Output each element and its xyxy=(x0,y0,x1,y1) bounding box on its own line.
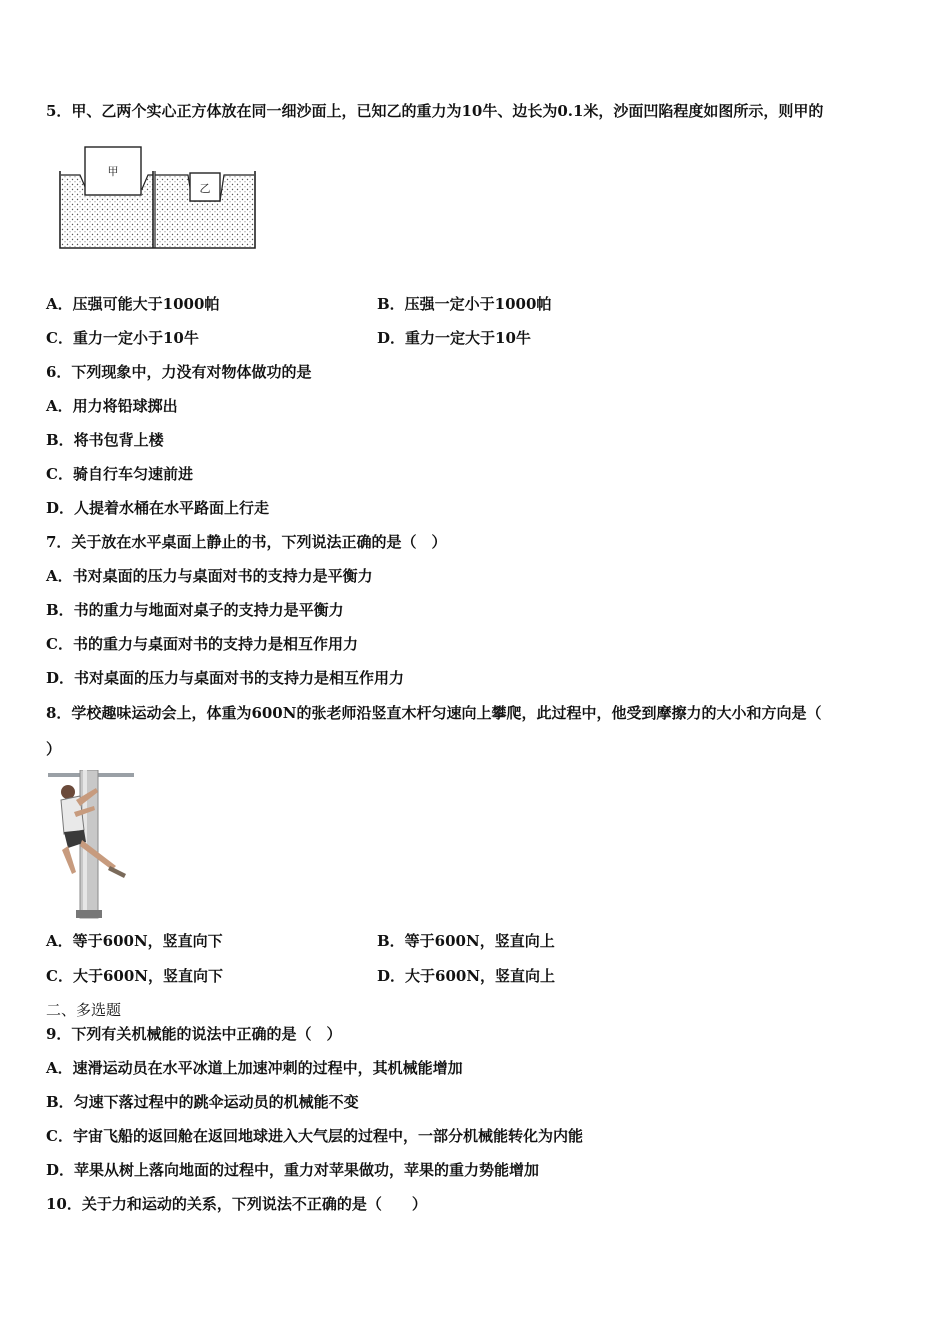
q7-option-a[interactable]: A．书对桌面的压力与桌面对书的支持力是平衡力 xyxy=(46,567,373,585)
q9-stem: 9．下列有关机械能的说法中正确的是（ ） xyxy=(46,1025,342,1043)
section-title-multiple-choice: 二、多选题 xyxy=(46,1001,122,1019)
q10-stem: 10．关于力和运动的关系，下列说法不正确的是（ ） xyxy=(46,1195,427,1213)
q8-stem-line1: 8．学校趣味运动会上，体重为600N的张老师沿竖直木杆匀速向上攀爬，此过程中，他受到摩擦力的大小和方向是（ xyxy=(46,704,822,722)
q9-option-b[interactable]: B．匀速下落过程中的跳伞运动员的机械能不变 xyxy=(46,1093,359,1111)
q5-stem: 5．甲、乙两个实心正方体放在同一细沙面上，已知乙的重力为10牛、边长为0.1米，沙面凹陷程度如图所示，则甲的 xyxy=(46,102,824,120)
q7-option-d[interactable]: D．书对桌面的压力与桌面对书的支持力是相互作用力 xyxy=(46,669,405,687)
q7-option-c[interactable]: C．书的重力与桌面对书的支持力是相互作用力 xyxy=(46,635,358,653)
climber-head xyxy=(61,785,75,799)
block-yi-label: 乙 xyxy=(199,182,211,195)
q8-option-c[interactable]: C．大于600N，竖直向下 xyxy=(46,967,223,985)
sand-depression-figure xyxy=(56,143,260,251)
q5-option-d[interactable]: D．重力一定大于10牛 xyxy=(377,329,531,347)
q8-stem-line2: ） xyxy=(46,740,62,758)
q7-option-b[interactable]: B．书的重力与地面对桌子的支持力是平衡力 xyxy=(46,601,344,619)
q8-option-d[interactable]: D．大于600N，竖直向上 xyxy=(377,967,556,985)
q9-option-d[interactable]: D．苹果从树上落向地面的过程中，重力对苹果做功，苹果的重力势能增加 xyxy=(46,1161,540,1179)
block-jia-label: 甲 xyxy=(107,165,119,178)
q6-option-c[interactable]: C．骑自行车匀速前进 xyxy=(46,465,193,483)
q6-option-a[interactable]: A．用力将铅球掷出 xyxy=(46,397,178,415)
q6-stem: 6．下列现象中，力没有对物体做功的是 xyxy=(46,363,312,381)
q9-option-c[interactable]: C．宇宙飞船的返回舱在返回地球进入大气层的过程中，一部分机械能转化为内能 xyxy=(46,1127,583,1145)
q7-stem: 7．关于放在水平桌面上静止的书，下列说法正确的是（ ） xyxy=(46,533,447,551)
pole-base xyxy=(76,910,102,918)
q6-option-b[interactable]: B．将书包背上楼 xyxy=(46,431,164,449)
q8-option-a[interactable]: A．等于600N，竖直向下 xyxy=(46,932,223,950)
q5-option-c[interactable]: C．重力一定小于10牛 xyxy=(46,329,199,347)
q5-option-a[interactable]: A．压强可能大于1000帕 xyxy=(46,295,220,313)
pole-climber-photo xyxy=(46,770,136,920)
q6-option-d[interactable]: D．人提着水桶在水平路面上行走 xyxy=(46,499,270,517)
q8-option-b[interactable]: B．等于600N，竖直向上 xyxy=(377,932,555,950)
q9-option-a[interactable]: A．速滑运动员在水平冰道上加速冲刺的过程中，其机械能增加 xyxy=(46,1059,463,1077)
q5-option-b[interactable]: B．压强一定小于1000帕 xyxy=(377,295,552,313)
